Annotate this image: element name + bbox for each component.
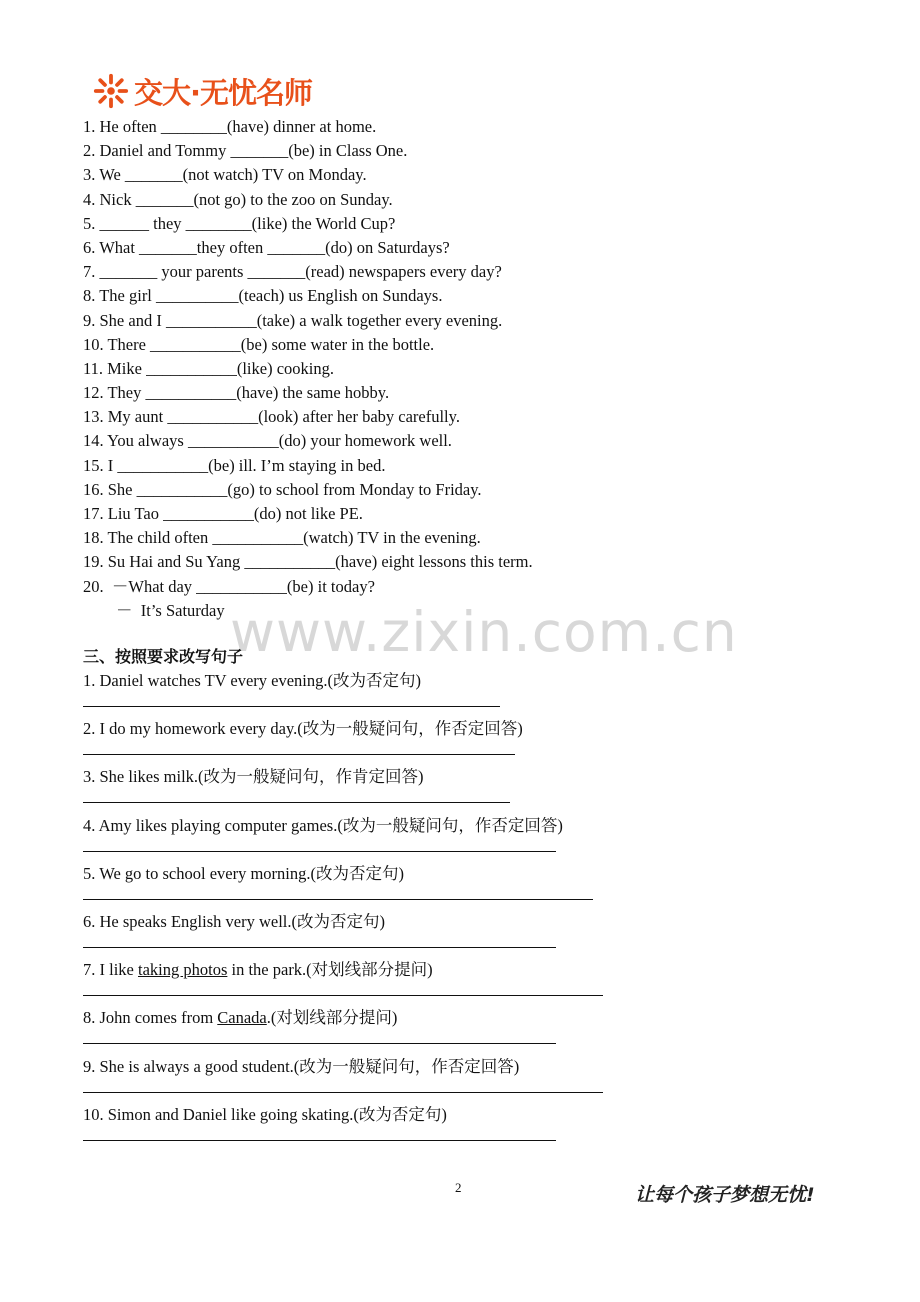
rewrite-question-text: 5. We go to school every morning.(改为否定句) [83,863,404,883]
exercise-item: 14. You always ___________(do) your homework well. [83,431,452,451]
exercise-item: 4. Nick _______(not go) to the zoo on Sunday. [83,189,393,209]
exercise-item: 16. She ___________(go) to school from Monday to Friday. [83,479,482,499]
underlined-phrase: taking photos [138,960,228,980]
exercise-item: 3. We _______(not watch) TV on Monday. [83,165,367,185]
rewrite-question-text: 1. Daniel watches TV every evening.(改为否定句) [83,671,422,690]
exercise-item: 5. ______ they ________(like) the World Cup? [83,213,396,233]
rewrite-item [83,668,863,716]
rewrite-instruction: in the park.(对划线部分提问) [227,960,433,980]
rewrite-question [83,813,863,839]
section-title: 三、按照要求改写句子 [83,647,244,666]
rewrite-question-text: 9. She is always a good student.(改为一般疑问句，作否定回答) [83,1056,520,1076]
rewrite-question-text: 7. I like [83,960,138,980]
rewrite-question-text: 8. John comes from [83,1008,218,1028]
rewrite-item [83,1102,863,1150]
rewrite-question-text: 10. Simon and Daniel like going skating.(改为否定句) [83,1104,447,1124]
exercise-item: 10. There ___________(be) some water in the bottle. [83,334,435,354]
exercise-item: 20. －What day ___________(be) it today? [83,576,375,596]
rewrite-question-text: 4. Amy likes playing computer games.(改为一般疑问句，作否定回答) [83,815,563,835]
rewrite-item [83,813,863,861]
exercise-item: 17. Liu Tao ___________(do) not like PE. [83,504,363,523]
rewrite-item [83,861,863,909]
rewrite-question [83,909,863,935]
answer-line[interactable] [83,706,500,707]
exercise-item: 13. My aunt ___________(look) after her baby carefully. [83,407,460,427]
rewrite-question [83,957,863,983]
page-number: 2 [455,1180,462,1195]
rewrite-item [83,909,863,957]
exercise-item: 8. The girl __________(teach) us English on Sundays. [83,286,443,306]
rewrite-item [83,957,863,1005]
rewrite-item [83,1005,863,1053]
rewrite-item [83,716,863,764]
answer-line[interactable] [83,851,556,852]
exercise-item: 7. _______ your parents _______(read) newspapers every day? [83,262,502,282]
exercise-item: 19. Su Hai and Su Yang ___________(have) eight lessons this term. [83,552,533,572]
answer-line[interactable] [83,802,510,803]
answer-line[interactable] [83,1140,556,1141]
rewrite-exercise-list [83,668,863,1150]
watermark: www.zixin.com.cn [230,600,738,664]
answer-line[interactable] [83,754,515,755]
rewrite-item [83,1054,863,1102]
rewrite-question [83,764,863,790]
rewrite-question [83,1005,863,1031]
answer-line[interactable] [83,899,593,900]
brand-star-icon [92,72,130,110]
answer-line[interactable] [83,995,603,996]
exercise-item: 12. They ___________(have) the same hobby. [83,383,390,403]
rewrite-question [83,861,863,887]
exercise-item: 18. The child often ___________(watch) TV in the evening. [83,528,481,548]
rewrite-question [83,716,863,742]
rewrite-question [83,1102,863,1128]
footer-slogan: 让每个孩子梦想无忧! [635,1184,815,1206]
exercise-item: 15. I ___________(be) ill. I’m staying in bed. [83,455,386,475]
rewrite-question [83,1054,863,1080]
rewrite-question-text: 3. She likes milk.(改为一般疑问句，作肯定回答) [83,767,424,787]
rewrite-question-text: 6. He speaks English very well.(改为否定句) [83,911,385,931]
rewrite-instruction: .(对划线部分提问) [266,1008,398,1028]
exercise-item: 11. Mike ___________(like) cooking. [83,358,334,378]
rewrite-item [83,764,863,812]
brand-logo [92,70,312,112]
answer-line[interactable] [83,1092,603,1093]
exercise-item: 2. Daniel and Tommy _______(be) in Class One. [83,141,408,161]
exercise-item: 1. He often ________(have) dinner at home. [83,117,377,136]
answer-line[interactable] [83,1043,556,1044]
underlined-phrase: Canada [217,1008,267,1028]
fill-in-exercise-list [83,115,863,623]
exercise-item: 9. She and I ___________(take) a walk together every evening. [83,310,503,330]
rewrite-question [83,668,863,694]
answer-line[interactable] [83,947,556,948]
exercise-item: － It’s Saturday [116,600,225,620]
exercise-item: 6. What _______they often _______(do) on Saturdays? [83,237,450,257]
brand-name: 交大·无忧名师 [134,75,313,110]
rewrite-question-text: 2. I do my homework every day.(改为一般疑问句，作否定回答) [83,719,523,739]
